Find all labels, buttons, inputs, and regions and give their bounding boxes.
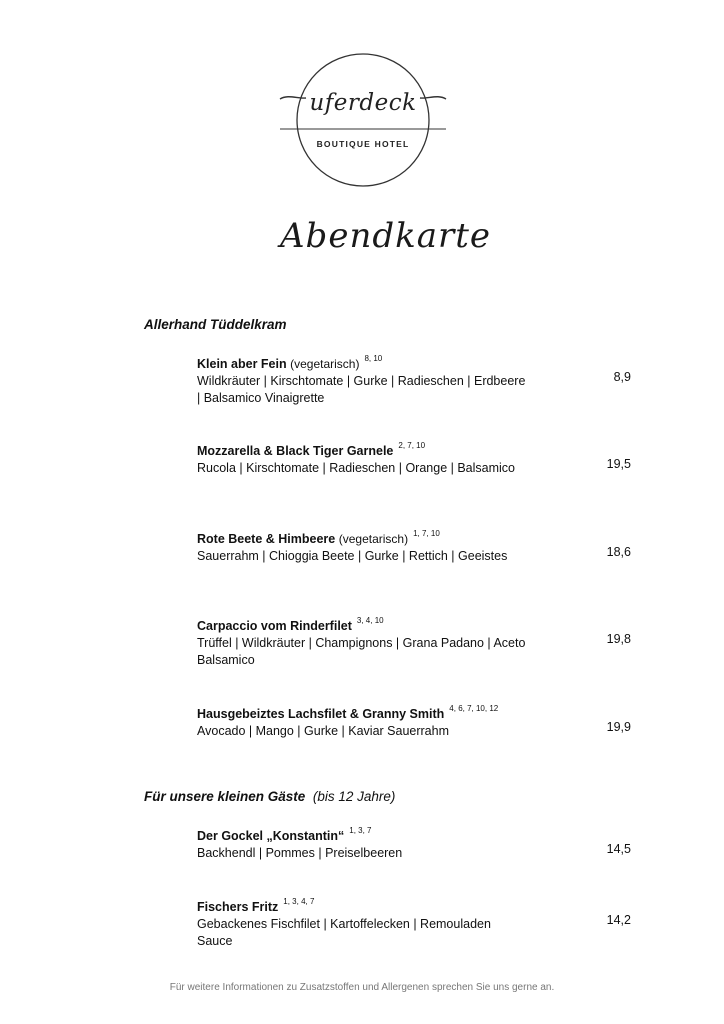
- item-allergens: 1, 3, 7: [349, 826, 372, 835]
- item-description: Avocado | Mango | Gurke | Kaviar Sauerrahm: [197, 724, 449, 738]
- item-price: 19,9: [606, 720, 631, 734]
- section-title-kids: Für unsere kleinen Gäste (bis 12 Jahre): [144, 789, 396, 804]
- item-name: Hausgebeiztes Lachsfilet & Granny Smith: [197, 707, 445, 721]
- logo-emblem: [278, 52, 448, 188]
- item-allergens: 3, 4, 10: [356, 616, 384, 625]
- menu-item: [197, 894, 637, 950]
- item-name: Klein aber Fein: [197, 357, 287, 371]
- hotel-logo: [278, 52, 448, 188]
- logo-subtitle: BOUTIQUE HOTEL: [316, 139, 410, 149]
- menu-item: [197, 823, 637, 862]
- footer-note: Für weitere Informationen zu Zusatzstoffen und Allergenen sprechen Sie uns gerne an.: [169, 982, 555, 993]
- item-allergens: 8, 10: [364, 354, 383, 363]
- item-tag: (vegetarisch): [290, 357, 360, 371]
- page-title: Abendkarte: [280, 216, 492, 256]
- item-price: 18,6: [606, 545, 631, 559]
- menu-item: [197, 438, 637, 477]
- menu-item: [197, 526, 637, 565]
- item-description: Backhendl | Pommes | Preiselbeeren: [197, 846, 403, 860]
- item-allergens: 1, 3, 4, 7: [283, 897, 315, 906]
- item-price: 8,9: [613, 370, 631, 384]
- item-name: Rote Beete & Himbeere: [197, 532, 336, 546]
- menu-item: [197, 351, 637, 407]
- section-note: (bis 12 Jahre): [312, 789, 396, 804]
- item-name: Mozzarella & Black Tiger Garnele: [197, 444, 394, 458]
- item-price: 19,8: [606, 632, 631, 646]
- item-price: 19,5: [606, 457, 631, 471]
- item-description: Gebackenes Fischfilet | Kartoffelecken | Remouladen Sauce: [197, 917, 491, 948]
- item-description: Rucola | Kirschtomate | Radieschen | Orange | Balsamico: [197, 461, 515, 475]
- item-name: Der Gockel „Konstantin“: [197, 829, 345, 843]
- item-name: Fischers Fritz: [197, 900, 279, 914]
- item-description: Sauerrahm | Chioggia Beete | Gurke | Rettich | Geeistes: [197, 549, 508, 563]
- item-price: 14,5: [606, 842, 631, 856]
- item-tag: (vegetarisch): [338, 532, 409, 546]
- item-allergens: 1, 7, 10: [413, 529, 440, 538]
- logo-wordmark: uferdeck: [309, 90, 417, 116]
- item-name: Carpaccio vom Rinderfilet: [197, 619, 352, 633]
- item-description: Trüffel | Wildkräuter | Champignons | Grana Padano | Aceto Balsamico: [197, 636, 526, 667]
- item-description: Wildkräuter | Kirschtomate | Gurke | Radieschen | Erdbeere | Balsamico Vinaigrette: [197, 374, 526, 405]
- item-allergens: 2, 7, 10: [398, 441, 426, 450]
- menu-item: [197, 613, 637, 669]
- section-title-starters: Allerhand Tüddelkram: [144, 317, 287, 332]
- item-price: 14,2: [606, 913, 631, 927]
- menu-item: [197, 701, 637, 740]
- item-allergens: 4, 6, 7, 10, 12: [449, 704, 499, 713]
